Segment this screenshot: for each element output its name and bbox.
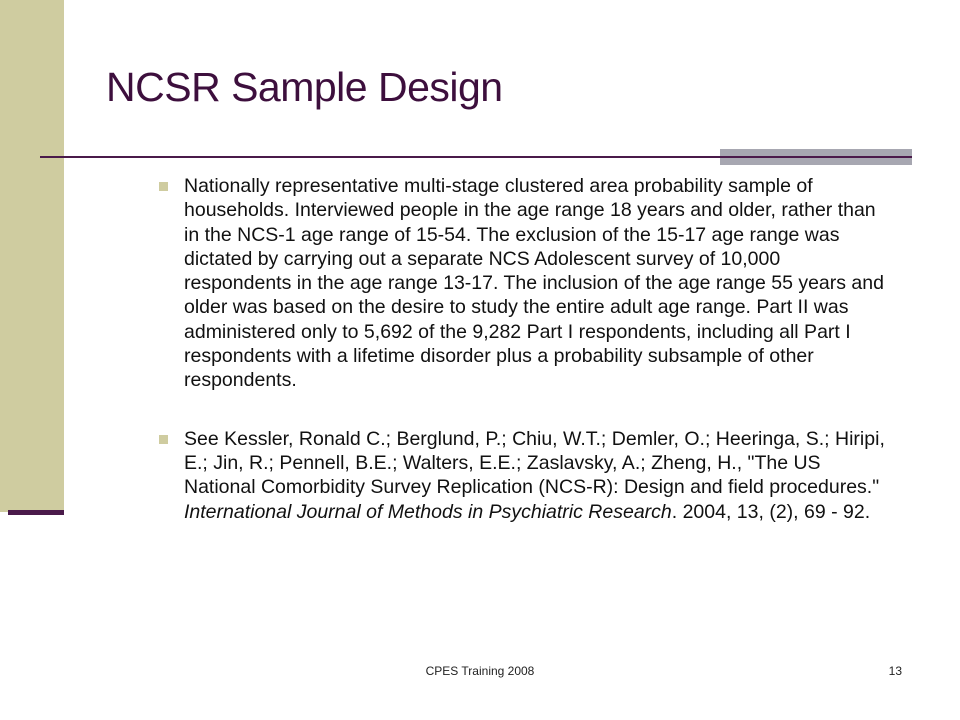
left-accent-band xyxy=(0,0,64,512)
bullet-item-sample-design xyxy=(158,174,888,393)
slide-page-number: 13 xyxy=(888,664,902,678)
slide-footer: CPES Training 2008 xyxy=(425,664,535,678)
citation-journal: International Journal of Methods in Psychiatric Research xyxy=(184,500,672,523)
bullet-list xyxy=(158,174,888,558)
left-band-rule xyxy=(8,510,64,515)
square-bullet-icon xyxy=(159,182,168,191)
citation-details: . 2004, 13, (2), 69 - 92. xyxy=(671,500,871,523)
title-divider-accent xyxy=(720,149,912,165)
bullet-item-citation xyxy=(158,427,888,524)
square-bullet-icon xyxy=(159,435,168,444)
slide-title: NCSR Sample Design xyxy=(106,64,503,110)
bullet-text: Nationally representative multi-stage clustered area probability sample of households. Interviewed people in the age range 18 years and older, rather than in the NCS-1 age range of 15-54. The exclusion of the 15-17 age range was dictated by carrying out a separate NCS Adolescent survey of 10,000 respondents in the age range 13-17. The inclusion of the age range 55 years and older was based on the desire to study the entire adult age range. Part II was administered only to 5,692 of the 9,282 Part I respondents, including all Part I respondents with a lifetime disorder plus a probability subsample of other respondents. xyxy=(184,175,884,392)
citation-authors-title: See Kessler, Ronald C.; Berglund, P.; Chiu, W.T.; Demler, O.; Heeringa, S.; Hiripi, E.; Jin, R.; Pennell, B.E.; Walters, E.E.; Zaslavsky, A.; Zheng, H., "The US National Comorbidity Survey Replication (NCS-R): Design and field procedures." xyxy=(184,427,885,499)
